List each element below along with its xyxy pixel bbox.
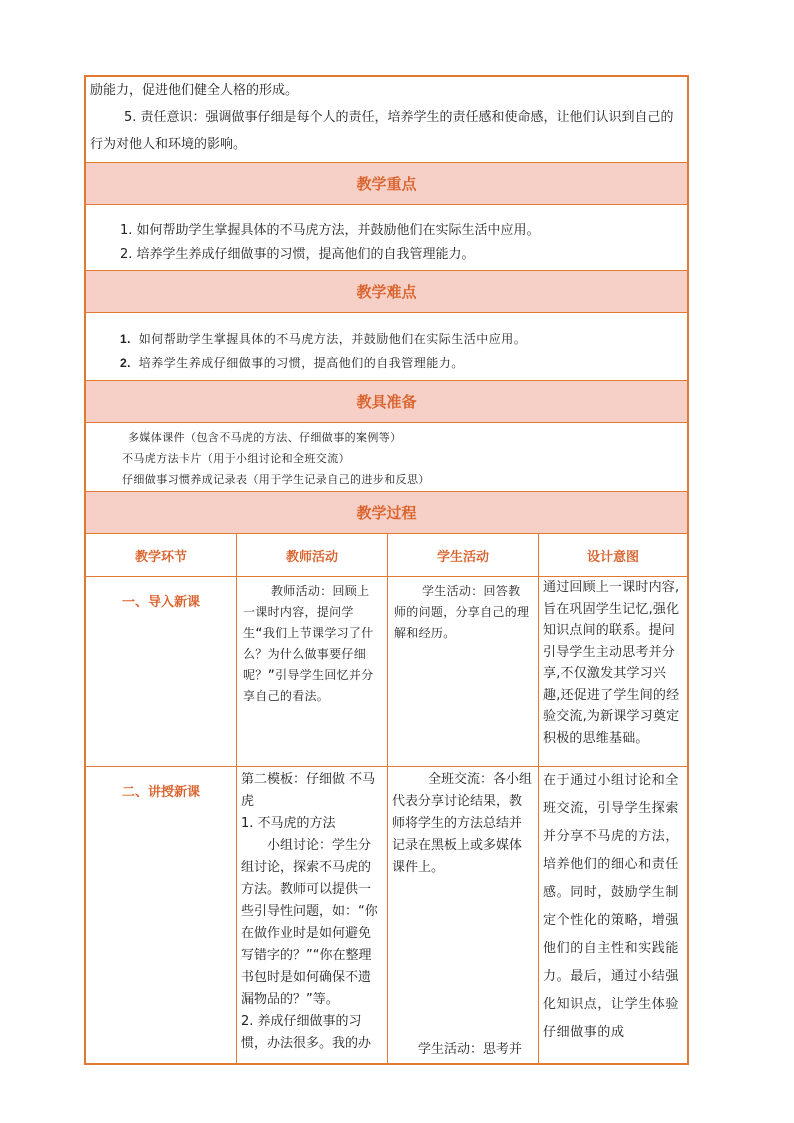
difficulties-list: [86, 313, 687, 381]
process-column-headers: [86, 534, 687, 577]
key-point-item: 2. 培养学生养成仔细做事的习惯，提高他们的自我管理能力。: [120, 247, 475, 262]
materials-header: [86, 381, 687, 423]
material-item: 不马虎方法卡片（用于小组讨论和全班交流）: [122, 452, 350, 465]
difficulty-item: [120, 327, 687, 351]
key-points-title: 教学重点: [356, 175, 417, 193]
intro-line: 励能力，促进他们健全人格的形成。: [90, 83, 299, 98]
column-header: 教学环节: [86, 534, 237, 576]
process-row-intro: [86, 577, 687, 767]
teacher-line: 第二模板：仔细做 不马虎: [241, 772, 376, 809]
teacher-line: 1. 不马虎的方法: [241, 816, 336, 831]
student-activity-text: 全班交流：各小组代表分享讨论结果，教师将学生的方法总结并记录在黑板上或多媒体课件上。: [392, 772, 533, 875]
difficulty-text: 如何帮助学生掌握具体的不马虎方法，并鼓励他们在实际生活中应用。: [138, 332, 527, 346]
difficulty-num: 1.: [120, 332, 132, 346]
stage-label: 一、导入新课: [86, 577, 237, 766]
difficulty-item: [120, 351, 687, 375]
responsibility-item: 5. 责任意识：强调做事仔细是每个人的责任，培养学生的责任感和使命感，让他们认识到自己的行为对他人和环境的影响。: [90, 110, 674, 152]
design-intent: 通过回顾上一课时内容,旨在巩固学生记忆,强化知识点间的联系。提问引导学生主动思考并分享,不仅激发其学习兴趣,还促进了学生间的经验交流,为新课学习奠定积极的思维基础。: [543, 580, 680, 746]
student-activity-continued: 学生活动：思考并: [418, 1042, 523, 1057]
materials-list: [86, 423, 687, 492]
difficulty-text: 培养学生养成仔细做事的习惯，提高他们的自我管理能力。: [138, 356, 464, 370]
teacher-line: 小组讨论：学生分组讨论，探索不马虎的方法。教师可以提供一些引导性问题，如：“你在做作业时是如何避免写错字的？”“你在整理书包时是如何确保不遗漏物品的？”等。: [241, 838, 378, 1007]
process-title: 教学过程: [356, 504, 417, 522]
difficulties-title: 教学难点: [356, 283, 417, 301]
teacher-activity: [237, 577, 388, 766]
materials-title: 教具准备: [356, 393, 417, 411]
teacher-activity: [237, 767, 388, 1063]
difficulties-header: [86, 271, 687, 313]
lesson-plan-table: [84, 75, 689, 1065]
design-intent: 在于通过小组讨论和全班交流，引导学生探索并分享不马虎的方法，培养他们的细心和责任感。同时，鼓励学生制定个性化的策略，增强他们的自主性和实践能力。最后，通过小结强化知识点，让学生体验仔细做事的成: [543, 773, 680, 1040]
teacher-activity-text: 教师活动：回顾上一课时内容，提问学生“我们上节课学习了什么？为什么做事要仔细呢？”引导学生回忆并分享自己的看法。: [243, 584, 374, 703]
column-header: 教师活动: [237, 534, 388, 576]
student-activity: [388, 577, 539, 766]
intro-text-block: [86, 77, 687, 163]
difficulty-num: 2.: [120, 356, 132, 370]
material-item: 多媒体课件（包含不马虎的方法、仔细做事的案例等）: [128, 431, 402, 444]
key-points-header: [86, 163, 687, 205]
student-activity-text: 学生活动：回答教师的问题，分享自己的理解和经历。: [394, 584, 530, 640]
key-point-item: 1. 如何帮助学生掌握具体的不马虎方法，并鼓励他们在实际生活中应用。: [120, 223, 540, 238]
column-header: 设计意图: [586, 549, 639, 565]
process-header: [86, 492, 687, 534]
process-row-lecture: [86, 767, 687, 1063]
stage-label: 二、讲授新课: [86, 767, 237, 1063]
key-points-list: [86, 205, 687, 271]
student-activity: [388, 767, 539, 1063]
column-header: 学生活动: [388, 534, 539, 576]
material-item: 仔细做事习惯养成记录表（用于学生记录自己的进步和反思）: [122, 473, 430, 486]
teacher-line: 2. 养成仔细做事的习惯，办法很多。我的办: [241, 1014, 372, 1051]
